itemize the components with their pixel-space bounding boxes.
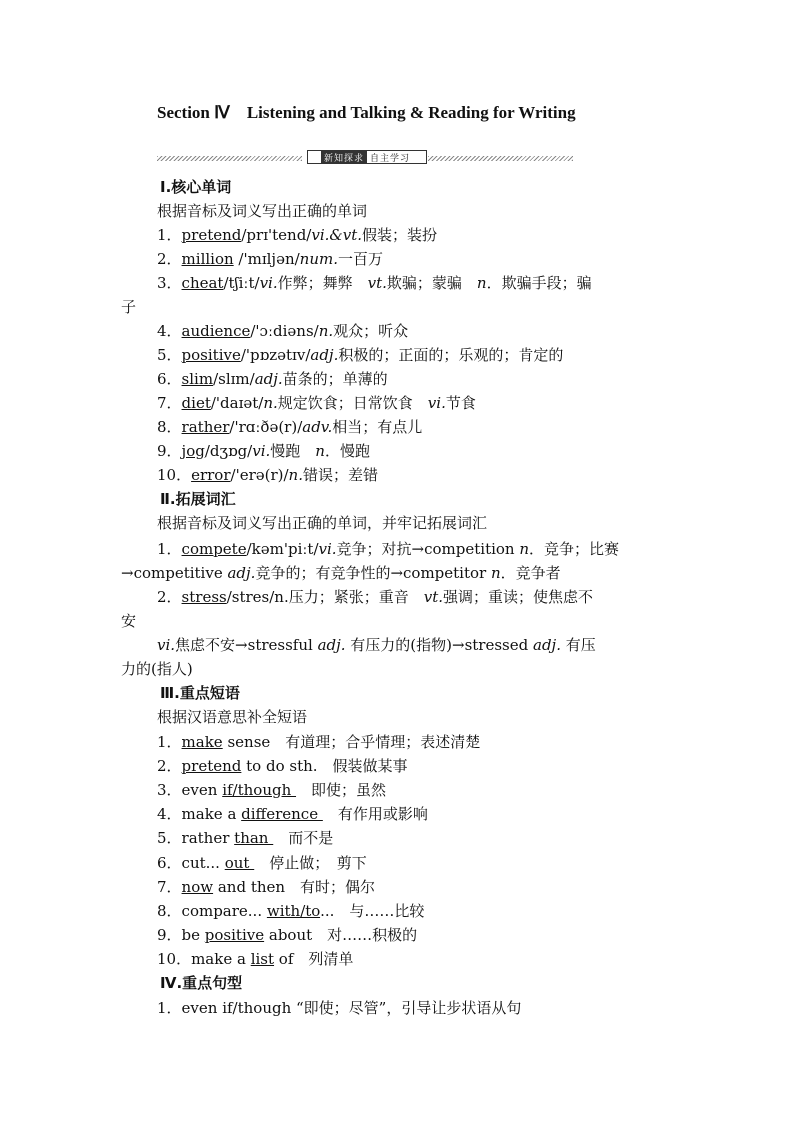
text-line <box>157 540 619 558</box>
text-span: 有压 <box>560 636 596 654</box>
text-span: 根据音标及词义写出正确的单词，并牢记拓展词汇 <box>157 514 488 532</box>
text-span: 安 <box>121 612 137 630</box>
text-span: adj. <box>533 636 561 654</box>
text-span: /tʃiːt/ <box>223 274 260 292</box>
section-heading <box>160 490 236 508</box>
answer-word: with/to <box>266 902 321 920</box>
text-span: 8．compare... <box>157 902 267 920</box>
answer-word: make <box>181 733 223 751</box>
text-span: adj. <box>310 346 339 364</box>
text-span: 7． <box>157 394 182 412</box>
section-heading <box>160 178 231 196</box>
text-span: 10．make a <box>157 950 251 968</box>
text-span: vi. <box>157 636 176 654</box>
text-span: n. <box>263 394 278 412</box>
text-span: vt. <box>367 274 387 292</box>
text-line <box>157 926 417 944</box>
text-span: /kəm'piːt/ <box>246 540 319 558</box>
answer-word: error <box>191 466 231 484</box>
text-span: num. <box>299 250 338 268</box>
banner-tag <box>307 150 427 164</box>
text-line <box>157 514 487 532</box>
answer-word: million <box>181 250 234 268</box>
text-line <box>157 250 383 268</box>
text-span: /'mɪljən/ <box>233 250 300 268</box>
page-title: Section Ⅳ Listening and Talking & Reading for Writing <box>157 103 576 122</box>
text-span: 强调；重读；使焦虑不 <box>443 588 594 606</box>
text-line <box>157 757 408 775</box>
answer-word: rather <box>181 418 230 436</box>
text-span: about 对……积极的 <box>264 926 418 944</box>
text-span: sense 有道理；合乎情理；表述清楚 <box>222 733 481 751</box>
text-span: adj. <box>227 564 256 582</box>
text-span: 错误；差错 <box>302 466 378 484</box>
text-span: n <box>490 564 501 582</box>
text-span: /'rɑːðə(r)/ <box>229 418 303 436</box>
text-line <box>157 466 378 484</box>
answer-word: stress <box>181 588 227 606</box>
banner-tag-dark: 新知探求 <box>321 151 367 163</box>
text-span: 慢跑 <box>270 442 316 460</box>
text-span: vi. <box>427 394 446 412</box>
text-span: 根据汉语意思补全短语 <box>157 708 308 726</box>
text-line <box>121 612 136 630</box>
text-span: 子 <box>121 298 137 316</box>
text-span: 5．rather <box>157 829 235 847</box>
text-span: /'ɔːdiəns/ <box>250 322 319 340</box>
text-span: 即使；虽然 <box>296 781 387 799</box>
banner-tag-light: 自主学习 <box>370 153 411 164</box>
answer-word: positive <box>181 346 241 364</box>
text-span: 6．cut... <box>157 854 225 872</box>
answer-word: out <box>224 854 255 872</box>
banner-stripe-left <box>157 156 302 161</box>
text-line <box>157 854 367 872</box>
text-span: 2． <box>157 250 182 268</box>
answer-word: list <box>250 950 275 968</box>
text-span: 一百万 <box>338 250 384 268</box>
text-span: 竞争；对抗→competition <box>336 540 520 558</box>
text-span: 作弊；舞弊 <box>277 274 368 292</box>
text-span: 积极的；正面的；乐观的；肯定的 <box>338 346 564 364</box>
text-span: 1．even if/though “即使；尽管”，引导让步状语从句 <box>157 999 522 1017</box>
text-line <box>157 708 307 726</box>
text-line <box>157 226 437 244</box>
text-span: Ⅱ.拓展词汇 <box>160 490 236 508</box>
text-line <box>157 442 370 460</box>
text-span: adj. <box>317 636 346 654</box>
text-span: 9． <box>157 442 182 460</box>
answer-word: pretend <box>181 226 242 244</box>
text-line <box>157 394 476 412</box>
text-span: /prɪ'tend/ <box>241 226 312 244</box>
text-span: vi. <box>318 540 337 558</box>
section-banner <box>157 150 573 166</box>
text-span: 苗条的；单薄的 <box>282 370 388 388</box>
text-span: 规定饮食；日常饮食 <box>277 394 428 412</box>
text-span: 而不是 <box>273 829 334 847</box>
text-span: vt. <box>423 588 444 606</box>
text-span: 4．make a <box>157 805 242 823</box>
text-span: 7． <box>157 878 182 896</box>
text-span: 有压力的(指物)→stressed <box>345 636 533 654</box>
text-span: n. <box>288 466 303 484</box>
text-span: n <box>476 274 487 292</box>
answer-word: cheat <box>181 274 224 292</box>
text-span: 3．even <box>157 781 223 799</box>
text-span: adj. <box>254 370 283 388</box>
text-span: adv. <box>302 418 333 436</box>
text-line <box>121 298 136 316</box>
text-span: 5． <box>157 346 182 364</box>
text-line <box>121 660 193 678</box>
text-span: 停止做； 剪下 <box>254 854 367 872</box>
text-line <box>157 274 592 292</box>
answer-word: than <box>234 829 274 847</box>
text-span: 焦虑不安→stressful <box>175 636 318 654</box>
text-line <box>157 999 521 1017</box>
text-span: 2． <box>157 757 182 775</box>
text-span: /'erə(r)/ <box>230 466 289 484</box>
answer-word: if/though <box>222 781 297 799</box>
text-line <box>157 370 388 388</box>
text-span: 相当；有点儿 <box>332 418 423 436</box>
text-span: /slɪm/ <box>213 370 255 388</box>
banner-stripe-right <box>428 156 573 161</box>
section-heading <box>160 684 240 702</box>
text-line <box>157 322 408 340</box>
text-span: 3． <box>157 274 182 292</box>
text-span: Ⅰ.核心单词 <box>160 178 232 196</box>
text-span: 9．be <box>157 926 205 944</box>
text-span: 4． <box>157 322 182 340</box>
text-span: 6． <box>157 370 182 388</box>
text-line <box>157 902 424 920</box>
text-line <box>157 202 367 220</box>
text-span: 观众；听众 <box>333 322 409 340</box>
text-span: 1． <box>157 226 182 244</box>
text-span: 有作用或影响 <box>322 805 428 823</box>
text-span: 10． <box>157 466 192 484</box>
text-span: 1． <box>157 733 182 751</box>
answer-word: jog <box>181 442 205 460</box>
text-span: to do sth. 假装做某事 <box>241 757 408 775</box>
text-line <box>157 781 386 799</box>
text-span: ... 与……比较 <box>320 902 425 920</box>
text-line <box>157 346 563 364</box>
text-line <box>157 950 353 968</box>
text-span: 力的(指人) <box>121 660 193 678</box>
text-line <box>157 805 428 823</box>
text-span: ．慢跑 <box>324 442 370 460</box>
text-span: vi. <box>252 442 271 460</box>
text-span: of 列清单 <box>274 950 354 968</box>
answer-word: diet <box>181 394 211 412</box>
text-span: n <box>315 442 325 460</box>
answer-word: slim <box>181 370 214 388</box>
text-line <box>157 829 333 847</box>
text-line <box>121 564 561 582</box>
text-span: /'daɪət/ <box>210 394 264 412</box>
text-span: and then 有时；偶尔 <box>213 878 376 896</box>
section-heading <box>160 974 242 992</box>
text-span: 8． <box>157 418 182 436</box>
text-span: /'pɒzətɪv/ <box>240 346 311 364</box>
answer-word: audience <box>181 322 251 340</box>
text-span: 1． <box>157 540 182 558</box>
text-span: ．竞争者 <box>500 564 561 582</box>
answer-word: positive <box>204 926 265 944</box>
answer-word: difference <box>241 805 323 823</box>
text-span: 节食 <box>445 394 476 412</box>
text-line <box>157 636 596 654</box>
text-span: 欺骗；蒙骗 <box>386 274 477 292</box>
text-line <box>157 733 480 751</box>
text-span: 2． <box>157 588 182 606</box>
text-span: ．竞争；比赛 <box>529 540 620 558</box>
text-span: vi. <box>259 274 278 292</box>
text-line <box>157 878 375 896</box>
text-span: 竞争的；有竞争性的→competitor <box>255 564 491 582</box>
text-line <box>157 588 593 606</box>
text-span: Ⅳ.重点句型 <box>160 974 243 992</box>
text-span: Ⅲ.重点短语 <box>160 684 240 702</box>
text-span: /stres/n.压力；紧张；重音 <box>226 588 424 606</box>
text-span: 假装；装扮 <box>362 226 438 244</box>
answer-word: pretend <box>181 757 242 775</box>
text-line <box>157 418 422 436</box>
text-span: →competitive <box>121 564 228 582</box>
text-span: vi.&vt. <box>311 226 363 244</box>
answer-word: compete <box>181 540 247 558</box>
text-span: /dʒɒg/ <box>204 442 253 460</box>
text-span: ．欺骗手段；骗 <box>486 274 592 292</box>
text-span: n. <box>318 322 334 340</box>
answer-word: now <box>181 878 214 896</box>
text-span: 根据音标及词义写出正确的单词 <box>157 202 368 220</box>
text-span: n <box>519 540 530 558</box>
